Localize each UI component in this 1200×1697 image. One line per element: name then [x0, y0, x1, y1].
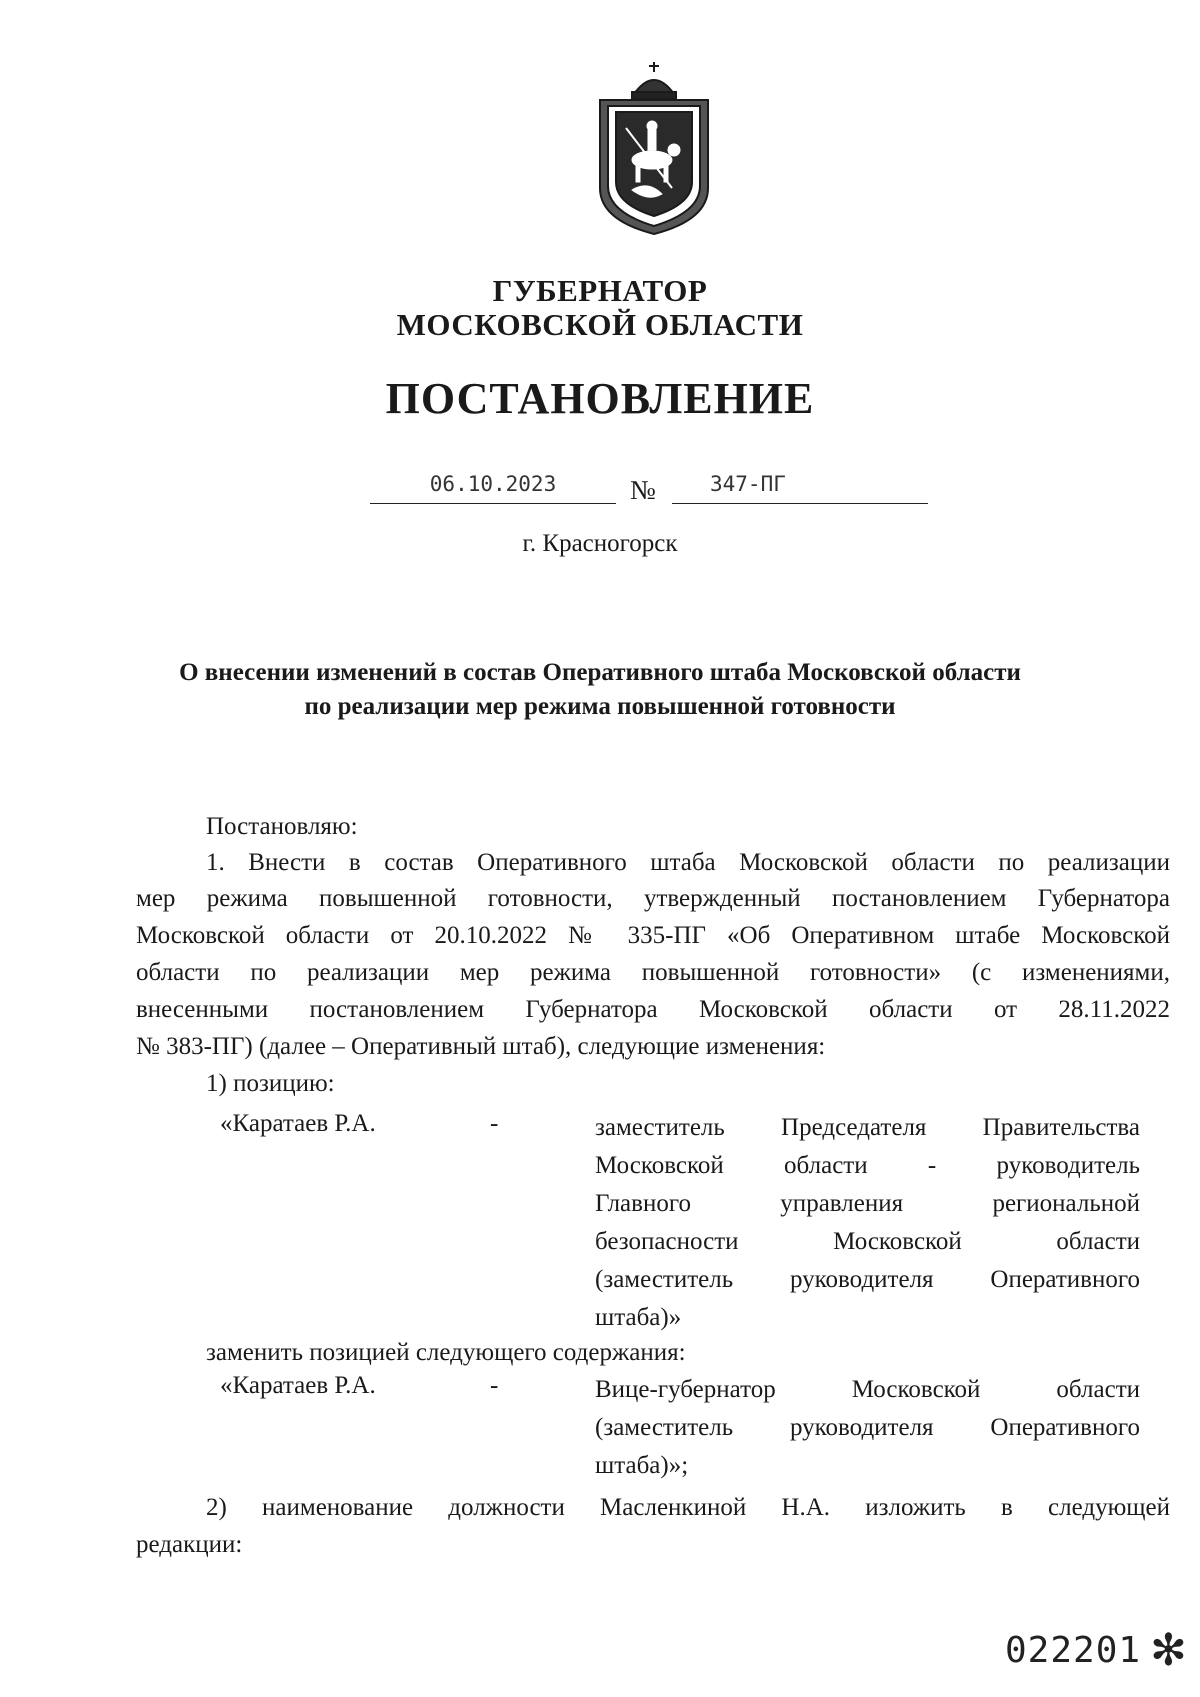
description-line: (заместитель руководителя Оперативного [595, 1266, 1140, 1293]
paragraph-line: 1. Внести в состав Оперативного штаба Московской области по реализации [206, 849, 1170, 876]
old-position-name: «Каратаев Р.А. [220, 1110, 376, 1137]
item2-line: редакции: [136, 1531, 243, 1558]
description-line: (заместитель руководителя Оперативного [595, 1414, 1140, 1441]
org-title-line2: МОСКОВСКОЙ ОБЛАСТИ [396, 307, 804, 342]
old-position-description [595, 1110, 1140, 1338]
paragraph-line: области по реализации мер режима повышенной готовности» (с изменениями, [136, 959, 1170, 986]
subject-line1: О внесении изменений в состав Оперативного штаба Московской области [179, 659, 1021, 686]
org-title-line1: ГУБЕРНАТОР [492, 273, 708, 308]
paragraph-line: № 383-ПГ) (далее – Оперативный штаб), следующие изменения: [136, 1033, 826, 1060]
description-line: Вице-губернатор Московской области [595, 1376, 1140, 1403]
document-number: 347-ПГ [710, 472, 786, 496]
description-line: заместитель Председателя Правительства [595, 1114, 1140, 1141]
description-line: штаба)» [595, 1304, 682, 1331]
document-type-title: ПОСТАНОВЛЕНИЕ [385, 374, 815, 423]
description-line: безопасности Московской области [595, 1228, 1140, 1255]
replace-instruction: заменить позицией следующего содержания: [206, 1339, 686, 1366]
paragraph-line: Московской области от 20.10.2022 № 335-ПГ «Об Оперативном штабе Московской [136, 922, 1170, 949]
description-line: Главного управления региональной [595, 1190, 1140, 1217]
subject-line2: по реализации мер режима повышенной готовности [304, 693, 896, 720]
city: г. Красногорск [522, 530, 678, 557]
old-position-dash: - [490, 1110, 499, 1137]
form-serial-number: 022201 [1005, 1630, 1142, 1671]
paragraph-line: мер режима повышенной готовности, утвержденный постановлением Губернатора [136, 885, 1170, 912]
item1-label: 1) позицию: [206, 1070, 335, 1097]
number-sign: № [630, 475, 656, 505]
number-underline [672, 503, 928, 504]
document-date: 06.10.2023 [429, 472, 557, 496]
date-underline [370, 503, 616, 504]
description-line: штаба)»; [595, 1452, 689, 1479]
new-position-dash: - [490, 1372, 499, 1399]
asterisk-mark-icon: ✻ [1150, 1625, 1187, 1676]
intro-text: Постановляю: [206, 813, 358, 840]
paragraph-line: внесенными постановлением Губернатора Московской области от 28.11.2022 [136, 996, 1170, 1023]
moscow-region-coat-of-arms-icon [592, 60, 716, 236]
item2-line: 2) наименование должности Масленкиной Н.А. изложить в следующей [206, 1494, 1170, 1521]
description-line: Московской области - руководитель [595, 1152, 1140, 1179]
new-position-description [595, 1372, 1140, 1486]
new-position-name: «Каратаев Р.А. [220, 1372, 376, 1399]
